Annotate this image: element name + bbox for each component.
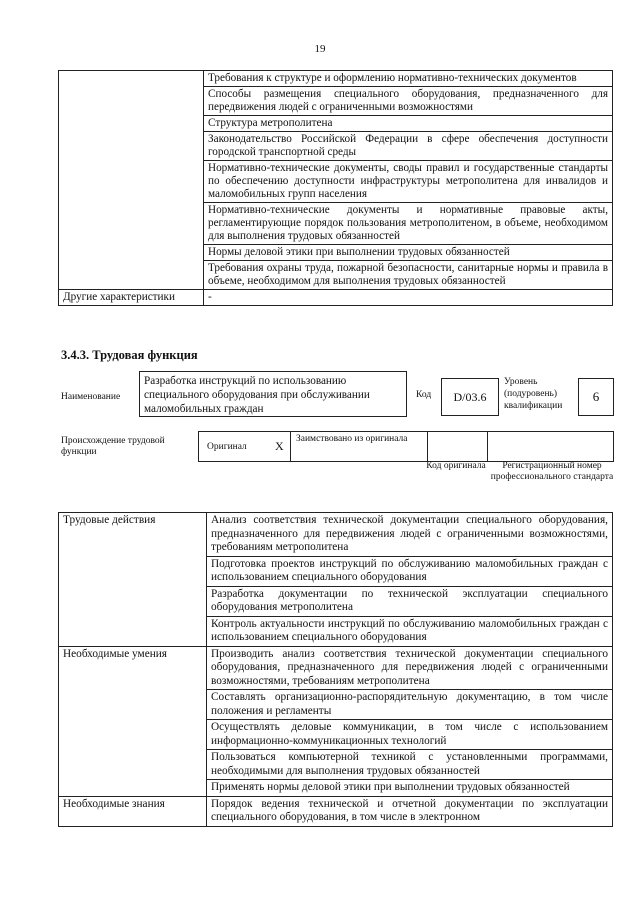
name-label: Наименование [61,392,121,402]
group-label: Необходимые умения [59,646,207,796]
table-cell: Анализ соответствия технической документации специального оборудования, предназначенного для передвижения людей с ограниченными возможностями, требованиям метрополитена [207,513,613,557]
function-name-box: Разработка инструкций по использованию специального оборудования при обслуживании маломобильных граждан [139,371,407,417]
table-row [59,71,613,87]
table-cell: Нормы деловой этики при выполнении трудовых обязанностей [204,245,613,261]
reg-number-caption: Регистрационный номер профессионального стандарта [490,461,614,482]
code-original-caption: Код оригинала [426,461,486,471]
divider [427,432,428,461]
table-cell: Производить анализ соответствия технической документации специального оборудования, предназначенного для передвижения людей с ограниченными возможностями, требованиям метрополитена [207,646,613,690]
page-number: 19 [314,43,326,55]
table-row [59,646,613,690]
origin-box [198,431,614,462]
table-cell: Нормативно-технические документы, своды правил и государственные стандарты по обеспечению доступности инфраструктуры метрополитена для инвалидов и маломобильных групп населения [204,161,613,203]
section-title: 3.4.3. Трудовая функция [61,348,198,362]
requirements-table [58,70,613,306]
origin-label: Происхождение трудовой функции [61,436,165,457]
table-cell: Применять нормы деловой этики при выполнении трудовых обязанностей [207,780,613,797]
code-value-box: D/03.6 [441,378,499,416]
other-characteristics-label: Другие характеристики [59,290,204,306]
divider [487,432,488,461]
table-cell: Законодательство Российской Федерации в сфере обеспечения доступности городской транспортной среды [204,132,613,161]
other-characteristics-value: - [204,290,613,306]
level-value-box: 6 [578,378,614,416]
borrowed-label: Заимствовано из оригинала [296,434,408,444]
code-label: Код [416,390,432,400]
table-cell: Составлять организационно-распорядительную документацию, в том числе положения и регламенты [207,690,613,720]
table-cell: Требования к структуре и оформлению нормативно-технических документов [204,71,613,87]
table-cell: Контроль актуальности инструкций по обслуживанию маломобильных граждан с использованием специального оборудования [207,616,613,646]
divider [290,432,291,461]
original-mark: X [275,439,284,453]
level-label: Уровень (подуровень) квалификации [504,377,563,411]
table-cell: Разработка документации по технической эксплуатации специального оборудования метрополитена [207,586,613,616]
table-cell: Нормативно-технические документы и нормативные правовые акты, регламентирующие порядок пользования метрополитеном, в объеме, необходимом для выполнения трудовых обязанностей [204,203,613,245]
table-cell: Порядок ведения технической и отчетной документации по эксплуатации специального оборудования, в том числе в электронном [207,796,613,826]
table-cell: Осуществлять деловые коммуникации, в том числе с использованием информационно-коммуникационных технологий [207,720,613,750]
table-cell: Способы размещения специального оборудования, предназначенного для передвижения людей с ограниченными возможностями [204,87,613,116]
original-label: Оригинал [207,442,247,452]
table-cell: Подготовка проектов инструкций по обслуживанию маломобильных граждан с использованием специального оборудования [207,556,613,586]
table-row [59,513,613,557]
table-cell: Структура метрополитена [204,116,613,132]
table-cell: Пользоваться компьютерной техникой с установленными программами, необходимыми для выполнения трудовых обязанностей [207,750,613,780]
table-row [59,290,613,306]
group-label: Необходимые знания [59,796,207,826]
group-label: Трудовые действия [59,513,207,647]
function-details-table [58,512,613,827]
table-row [59,796,613,826]
table-cell: Требования охраны труда, пожарной безопасности, санитарные нормы и правила в объеме, необходимом для выполнения трудовых обязанностей [204,261,613,290]
empty-label-cell [59,71,204,290]
